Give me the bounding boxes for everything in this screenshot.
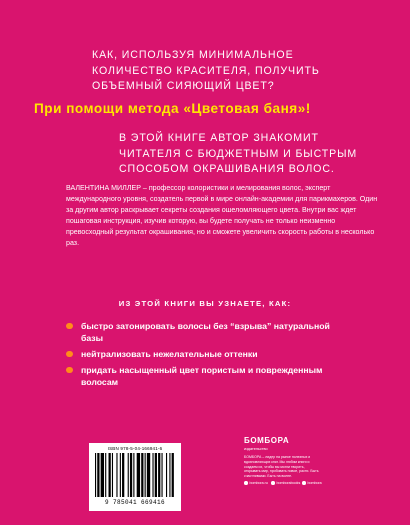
barcode-bar: [166, 453, 167, 497]
instagram-icon: [302, 481, 306, 485]
barcode-bar: [120, 453, 121, 497]
social-label: bomborabooks: [276, 481, 301, 486]
bullet-dot-icon: [66, 323, 73, 330]
question-line: ОБЪЕМНЫЙ СИЯЮЩИЙ ЦВЕТ?: [92, 80, 275, 92]
barcode-bar: [158, 453, 160, 497]
social-label: bombora.ru: [249, 481, 268, 486]
barcode-bar: [109, 453, 111, 497]
question-line: КОЛИЧЕСТВО КРАСИТЕЛЯ, ПОЛУЧИТЬ: [92, 64, 320, 77]
barcode: [89, 443, 181, 511]
barcode-bar: [172, 453, 174, 497]
bullet-text: придать насыщенный цвет пористым и поврежденным волосам: [81, 365, 323, 388]
headline: При помощи метода «Цветовая баня»!: [34, 101, 311, 116]
publisher-description: БОМБОРА – лидер на рынке полезных и вдохновляющих книг. Мы любим книги и создаем их, чтобы вы могли творить, открывать мир, пробовать новое, расти. Быть счастливыми. Быть на волне.: [244, 455, 319, 479]
intro-line: СПОСОБОМ ОКРАШИВАНИЯ ВОЛОС.: [119, 163, 335, 175]
barcode-bar: [169, 453, 170, 497]
barcode-bar: [116, 453, 117, 497]
publisher-logo-subtitle: издательство: [244, 447, 268, 451]
barcode-bar: [122, 453, 124, 497]
isbn-label: ISBN 978-5-04-166941-6: [107, 446, 163, 451]
question-line: КАК, ИСПОЛЬЗУЯ МИНИМАЛЬНОЕ: [92, 49, 294, 61]
globe-icon: [244, 481, 248, 485]
barcode-bar: [147, 453, 150, 497]
bullet-dot-icon: [66, 367, 73, 374]
barcode-bar: [155, 453, 157, 497]
social-item: [271, 481, 300, 485]
social-item: [302, 481, 322, 485]
social-item: [244, 481, 268, 485]
learn-title: ИЗ ЭТОЙ КНИГИ ВЫ УЗНАЕТЕ, КАК:: [118, 299, 292, 308]
bullet-text: быстро затонировать волосы без “взрыва” натуральной базы: [81, 321, 330, 344]
barcode-bar: [133, 453, 134, 497]
barcode-bar: [137, 453, 140, 497]
vk-icon: [271, 481, 275, 485]
barcode-bar: [105, 453, 106, 497]
intro-line: В ЭТОЙ КНИГЕ АВТОР ЗНАКОМИТ: [119, 132, 319, 144]
bullet-text: нейтрализовать нежелательные оттенки: [81, 349, 258, 359]
barcode-bar: [161, 453, 162, 497]
barcode-bar: [112, 453, 113, 497]
author-description: ВАЛЕНТИНА МИЛЛЕР – профессор колористики и мелирования волос, эксперт международного уровня, создатель первой в мире онлайн-академии для парикмахеров. Один за другим автор раскрывает секреты создания ошеломляющего цвета. Внутри вас ждет пошаговая инструкция, изучив которую, вы будете получать не только неизменно превосходный результат окрашивания, но и сможете увеличить скорость работы в несколько раз.: [66, 184, 378, 248]
social-links: [244, 481, 324, 489]
barcode-bar: [145, 453, 146, 497]
publisher-logo: БОМБОРА: [244, 436, 290, 445]
question-text: [92, 48, 392, 95]
bullet-dot-icon: [66, 351, 73, 358]
barcode-bar: [130, 453, 132, 497]
barcode-bar: [128, 453, 129, 497]
barcode-bar: [97, 453, 99, 497]
barcode-number: 9 785041 669416: [104, 499, 165, 506]
barcode-icon: [95, 453, 175, 497]
intro-text: [119, 131, 399, 178]
barcode-bar: [95, 453, 96, 497]
barcode-bar: [141, 453, 143, 497]
barcode-bar: [101, 453, 104, 497]
social-label: bombora: [307, 481, 322, 486]
barcode-bar: [152, 453, 153, 497]
intro-line: ЧИТАТЕЛЯ С БЮДЖЕТНЫМ И БЫСТРЫМ: [119, 147, 358, 160]
